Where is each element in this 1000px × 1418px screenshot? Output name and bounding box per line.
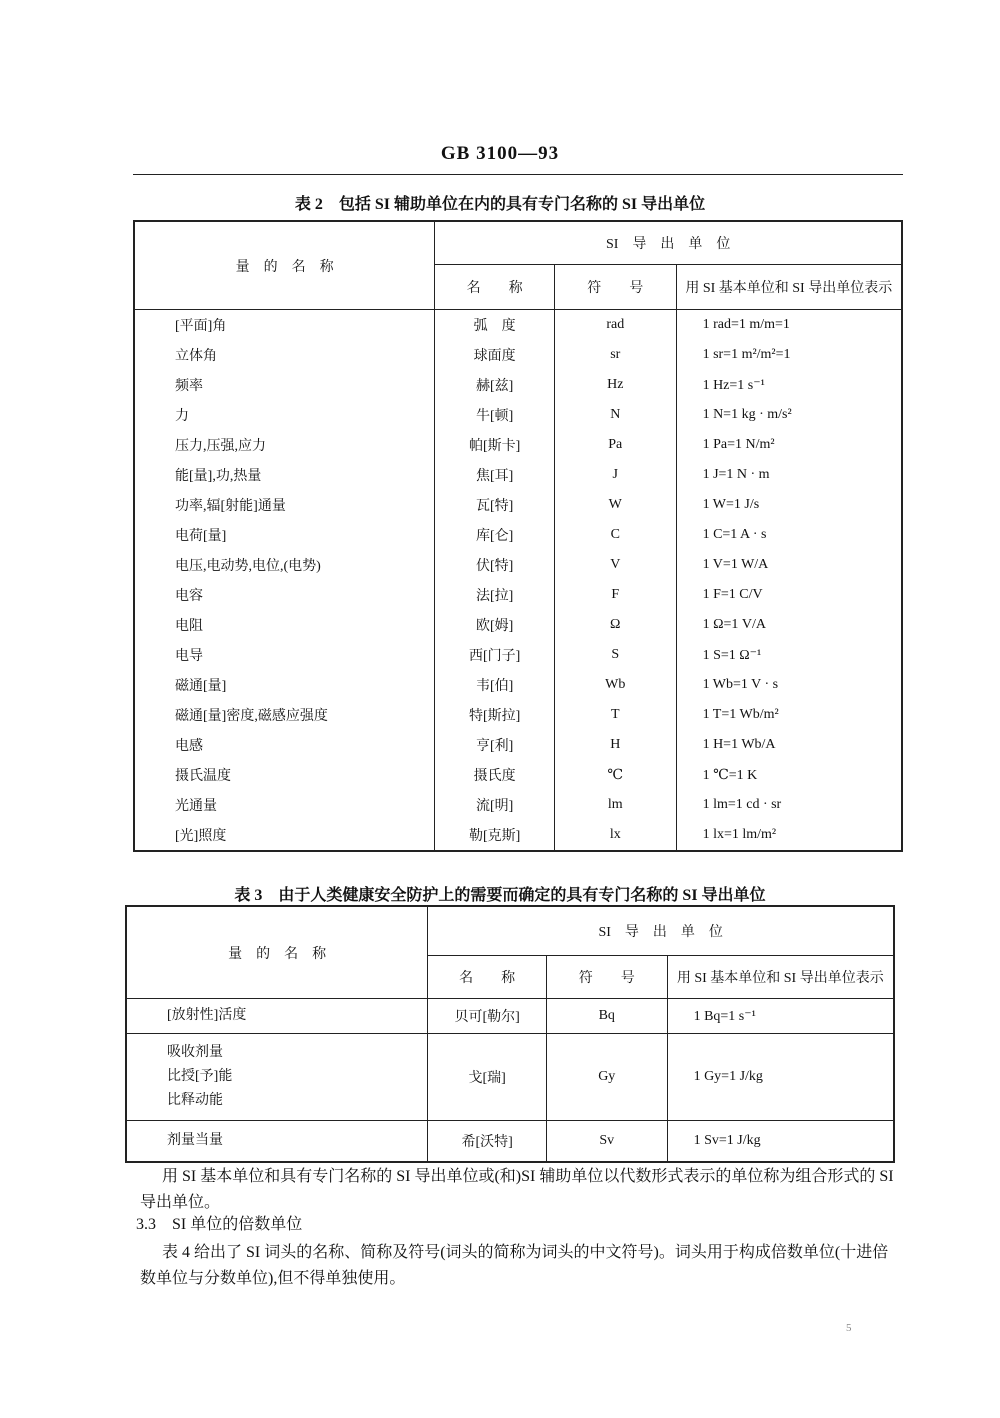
quantity-cell: 功率,辐[射能]通量 <box>134 490 435 520</box>
unit-name-cell: 伏[特] <box>435 550 555 580</box>
unit-symbol-cell: ℃ <box>554 760 676 790</box>
unit-name-cell: 法[拉] <box>435 580 555 610</box>
unit-symbol-cell: Bq <box>546 999 667 1034</box>
unit-name-cell: 瓦[特] <box>435 490 555 520</box>
table-row <box>126 1121 894 1163</box>
unit-name-cell: 赫[兹] <box>435 370 555 400</box>
unit-expression-cell: 1 W=1 J/s <box>676 490 902 520</box>
quantity-cell: [光]照度 <box>134 820 435 851</box>
table-row <box>134 820 902 851</box>
unit-symbol-cell: V <box>554 550 676 580</box>
unit-name-cell: 库[仑] <box>435 520 555 550</box>
unit-symbol-cell: W <box>554 490 676 520</box>
quantity-cell <box>126 1034 428 1121</box>
quantity-line: 比释动能 <box>167 1093 223 1108</box>
table-row <box>134 760 902 790</box>
quantity-cell: [平面]角 <box>134 310 435 341</box>
table-row <box>134 580 902 610</box>
table-row <box>134 340 902 370</box>
quantity-cell: 电感 <box>134 730 435 760</box>
unit-symbol-cell: H <box>554 730 676 760</box>
header-rule <box>133 174 903 175</box>
table-row <box>134 550 902 580</box>
quantity-line: 剂量当量 <box>167 1133 223 1148</box>
unit-expression-cell: 1 N=1 kg · m/s² <box>676 400 902 430</box>
unit-name-cell: 焦[耳] <box>435 460 555 490</box>
unit-name-cell: 西[门子] <box>435 640 555 670</box>
unit-expression-cell: 1 J=1 N · m <box>676 460 902 490</box>
quantity-cell: 立体角 <box>134 340 435 370</box>
unit-symbol-cell: S <box>554 640 676 670</box>
col-symbol-header: 符 号 <box>546 956 667 999</box>
unit-name-cell: 摄氏度 <box>435 760 555 790</box>
unit-name-cell: 牛[顿] <box>435 400 555 430</box>
table2 <box>133 220 903 852</box>
unit-name-cell: 流[明] <box>435 790 555 820</box>
unit-symbol-cell: T <box>554 700 676 730</box>
unit-name-cell: 球面度 <box>435 340 555 370</box>
unit-symbol-cell: Pa <box>554 430 676 460</box>
unit-name-cell: 贝可[勒尔] <box>428 999 547 1034</box>
unit-name-cell: 希[沃特] <box>428 1121 547 1163</box>
unit-expression-cell: 1 sr=1 m²/m²=1 <box>676 340 902 370</box>
unit-expression-cell: 1 H=1 Wb/A <box>676 730 902 760</box>
unit-symbol-cell: Ω <box>554 610 676 640</box>
table-row <box>134 520 902 550</box>
unit-symbol-cell: F <box>554 580 676 610</box>
quantity-cell: 电荷[量] <box>134 520 435 550</box>
col-quantity-header: 量 的 名 称 <box>134 221 435 310</box>
paragraph-prefixes: 表 4 给出了 SI 词头的名称、简称及符号(词头的简称为词头的中文符号)。词头用于构成倍数单位(十进倍数单位与分数单位),但不得单独使用。 <box>140 1244 889 1287</box>
table-row <box>134 670 902 700</box>
unit-expression-cell: 1 lm=1 cd · sr <box>676 790 902 820</box>
unit-name-cell: 勒[克斯] <box>435 820 555 851</box>
quantity-cell: 电容 <box>134 580 435 610</box>
unit-symbol-cell: rad <box>554 310 676 341</box>
quantity-cell: 光通量 <box>134 790 435 820</box>
unit-expression-cell: 1 Ω=1 V/A <box>676 610 902 640</box>
unit-symbol-cell: J <box>554 460 676 490</box>
table-row <box>134 640 902 670</box>
unit-expression-cell: 1 S=1 Ω⁻¹ <box>676 640 902 670</box>
col-symbol-header: 符 号 <box>554 265 676 310</box>
unit-expression-cell: 1 ℃=1 K <box>676 760 902 790</box>
quantity-cell: 磁通[量]密度,磁感应强度 <box>134 700 435 730</box>
table-row <box>134 400 902 430</box>
unit-expression-cell: 1 T=1 Wb/m² <box>676 700 902 730</box>
unit-symbol-cell: sr <box>554 340 676 370</box>
quantity-cell <box>126 999 428 1034</box>
quantity-cell: 电压,电动势,电位,(电势) <box>134 550 435 580</box>
unit-expression-cell: 1 Bq=1 s⁻¹ <box>667 999 894 1034</box>
quantity-cell: 电导 <box>134 640 435 670</box>
table-row <box>134 460 902 490</box>
page-number: 5 <box>846 1322 852 1334</box>
table-row <box>126 999 894 1034</box>
col-name-header: 名 称 <box>428 956 547 999</box>
quantity-line: 比授[予]能 <box>167 1069 233 1084</box>
document-header: GB 3100—93 <box>440 143 560 164</box>
quantity-line: 吸收剂量 <box>167 1045 223 1060</box>
quantity-cell: 力 <box>134 400 435 430</box>
quantity-cell: 能[量],功,热量 <box>134 460 435 490</box>
unit-expression-cell: 1 C=1 A · s <box>676 520 902 550</box>
unit-expression-cell: 1 Gy=1 J/kg <box>667 1034 894 1121</box>
unit-name-cell: 弧 度 <box>435 310 555 341</box>
unit-name-cell: 韦[伯] <box>435 670 555 700</box>
quantity-cell <box>126 1121 428 1163</box>
unit-name-cell: 帕[斯卡] <box>435 430 555 460</box>
table2-caption: 表 2 包括 SI 辅助单位在内的具有专门名称的 SI 导出单位 <box>294 196 706 213</box>
table-row <box>134 730 902 760</box>
col-quantity-header: 量 的 名 称 <box>126 906 428 999</box>
unit-symbol-cell: Gy <box>546 1034 667 1121</box>
col-name-header: 名 称 <box>435 265 555 310</box>
unit-expression-cell: 1 Sv=1 J/kg <box>667 1121 894 1163</box>
unit-symbol-cell: Sv <box>546 1121 667 1163</box>
quantity-cell: 电阻 <box>134 610 435 640</box>
table3 <box>125 905 895 1163</box>
table-row <box>134 430 902 460</box>
unit-name-cell: 欧[姆] <box>435 610 555 640</box>
unit-expression-cell: 1 Hz=1 s⁻¹ <box>676 370 902 400</box>
quantity-cell: 压力,压强,应力 <box>134 430 435 460</box>
table-row <box>126 1034 894 1121</box>
quantity-cell: 摄氏温度 <box>134 760 435 790</box>
col-group-header: SI 导 出 单 位 <box>435 221 902 265</box>
unit-expression-cell: 1 rad=1 m/m=1 <box>676 310 902 341</box>
table3-caption: 表 3 由于人类健康安全防护上的需要而确定的具有专门名称的 SI 导出单位 <box>234 887 766 904</box>
col-expr-header: 用 SI 基本单位和 SI 导出单位表示 <box>667 956 894 999</box>
quantity-line: [放射性]活度 <box>167 1008 247 1023</box>
unit-symbol-cell: N <box>554 400 676 430</box>
quantity-cell: 频率 <box>134 370 435 400</box>
unit-expression-cell: 1 F=1 C/V <box>676 580 902 610</box>
unit-name-cell: 特[斯拉] <box>435 700 555 730</box>
unit-symbol-cell: Wb <box>554 670 676 700</box>
table-row <box>134 610 902 640</box>
col-group-header: SI 导 出 单 位 <box>428 906 894 956</box>
unit-expression-cell: 1 V=1 W/A <box>676 550 902 580</box>
unit-expression-cell: 1 Pa=1 N/m² <box>676 430 902 460</box>
table-row <box>134 370 902 400</box>
col-expr-header: 用 SI 基本单位和 SI 导出单位表示 <box>676 265 902 310</box>
unit-symbol-cell: C <box>554 520 676 550</box>
unit-expression-cell: 1 Wb=1 V · s <box>676 670 902 700</box>
table-row <box>134 790 902 820</box>
table-row <box>134 490 902 520</box>
table-row <box>134 700 902 730</box>
unit-symbol-cell: lm <box>554 790 676 820</box>
unit-name-cell: 亨[利] <box>435 730 555 760</box>
table-row <box>134 310 902 341</box>
unit-name-cell: 戈[瑞] <box>428 1034 547 1121</box>
unit-expression-cell: 1 lx=1 lm/m² <box>676 820 902 851</box>
unit-symbol-cell: lx <box>554 820 676 851</box>
paragraph-composite-units: 用 SI 基本单位和具有专门名称的 SI 导出单位或(和)SI 辅助单位以代数形式表示的单位称为组合形式的 SI 导出单位。 <box>140 1168 894 1211</box>
unit-symbol-cell: Hz <box>554 370 676 400</box>
quantity-cell: 磁通[量] <box>134 670 435 700</box>
section-heading: 3.3 SI 单位的倍数单位 <box>136 1216 303 1233</box>
